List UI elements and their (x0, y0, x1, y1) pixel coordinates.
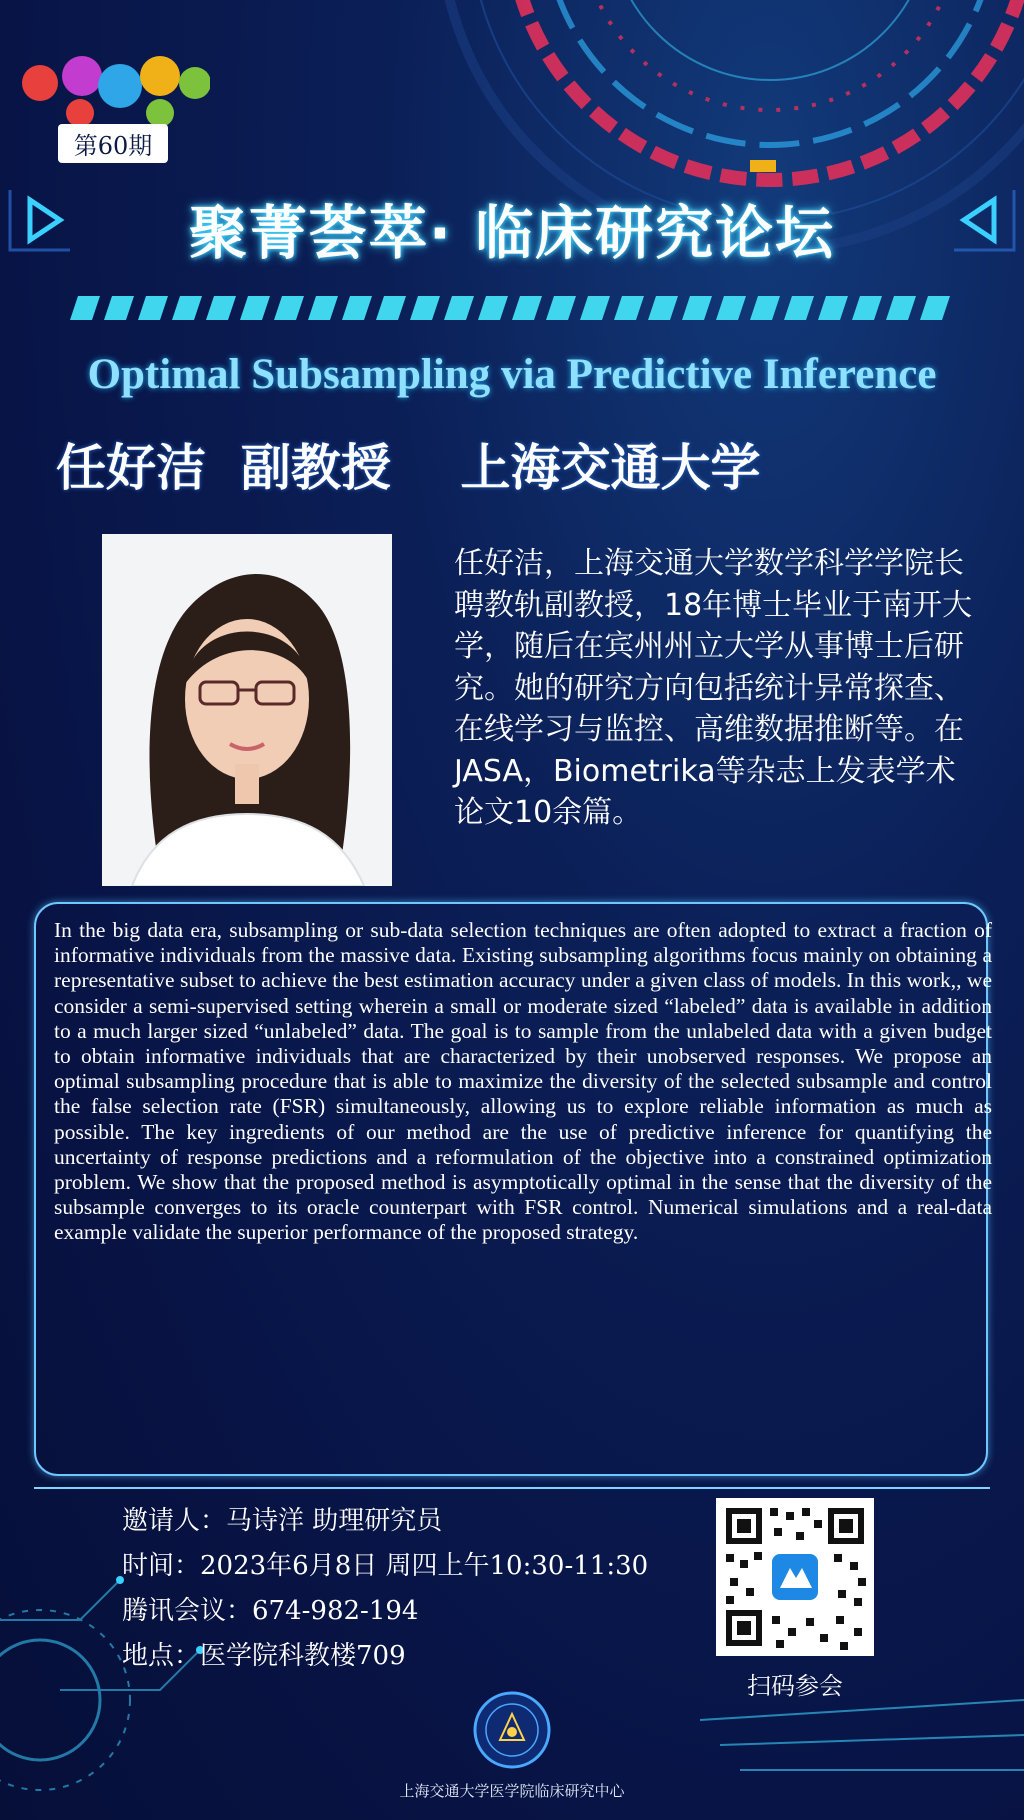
abstract-text: In the big data era, subsampling or sub-data selection techniques are often adopted to extract a fraction of informative individuals from the massive data. Existing subsampling algorithms focus mainly on obtaining a representative subset to achieve the best estimation accuracy under a given class of models. In this work,, we consider a semi-supervised setting wherein a small or moderate sized “labeled” data is available in addition to a much larger sized “unlabeled” data. The goal is to sample from the unlabeled data with a given budget to obtain informative individuals that are characterized by their unobserved responses. We propose an optimal subsampling procedure that is able to maximize the diversity of the selected subsample and control the false selection rate (FSR) simultaneously, allowing us to explore reliable information as much as possible. The key ingredients of our method are the use of predictive inference for quantifying the uncertainty of response predictions and a reformulation of the objective into a constrained optimization problem. We show that the proposed method is asymptotically optimal in the sense that the diversity of the subsample converges to its oracle counterpart with FSR control. Numerical simulations and a real-data example validate the superior performance of the proposed strategy. (54, 918, 992, 1245)
speaker-photo (102, 534, 392, 886)
inviter-info: 邀请人：马诗洋 助理研究员 (122, 1506, 443, 1536)
meeting-info: 腾讯会议：674-982-194 (122, 1596, 419, 1626)
issue-number: 第60期 (58, 124, 168, 163)
time-info: 时间：2023年6月8日 周四上午10:30-11:30 (122, 1551, 649, 1581)
stripe-divider (70, 296, 954, 320)
footer-institution: 上海交通大学医学院临床研究中心 (399, 1782, 625, 1800)
forum-logo-icon (20, 38, 210, 133)
location-info: 地点：医学院科教楼709 (122, 1641, 406, 1671)
institution-seal-icon (472, 1690, 552, 1770)
speaker-bio: 任好洁，上海交通大学数学科学学院长聘教轨副教授，18年博士毕业于南开大学，随后在宾州州立大学从事博士后研究。她的研究方向包括统计异常探查、在线学习与监控、高维数据推断等。在JASA，Biometrika等杂志上发表学术论文10余篇。 (454, 546, 973, 830)
speaker-line: 任好洁 副教授 上海交通大学 (56, 439, 761, 497)
section-divider (34, 1487, 990, 1489)
qr-label: 扫码参会 (747, 1672, 843, 1700)
forum-title: 聚菁荟萃· 临床研究论坛 (188, 199, 836, 267)
qr-code-icon[interactable] (716, 1498, 874, 1656)
talk-title: Optimal Subsampling via Predictive Inference (87, 351, 937, 398)
